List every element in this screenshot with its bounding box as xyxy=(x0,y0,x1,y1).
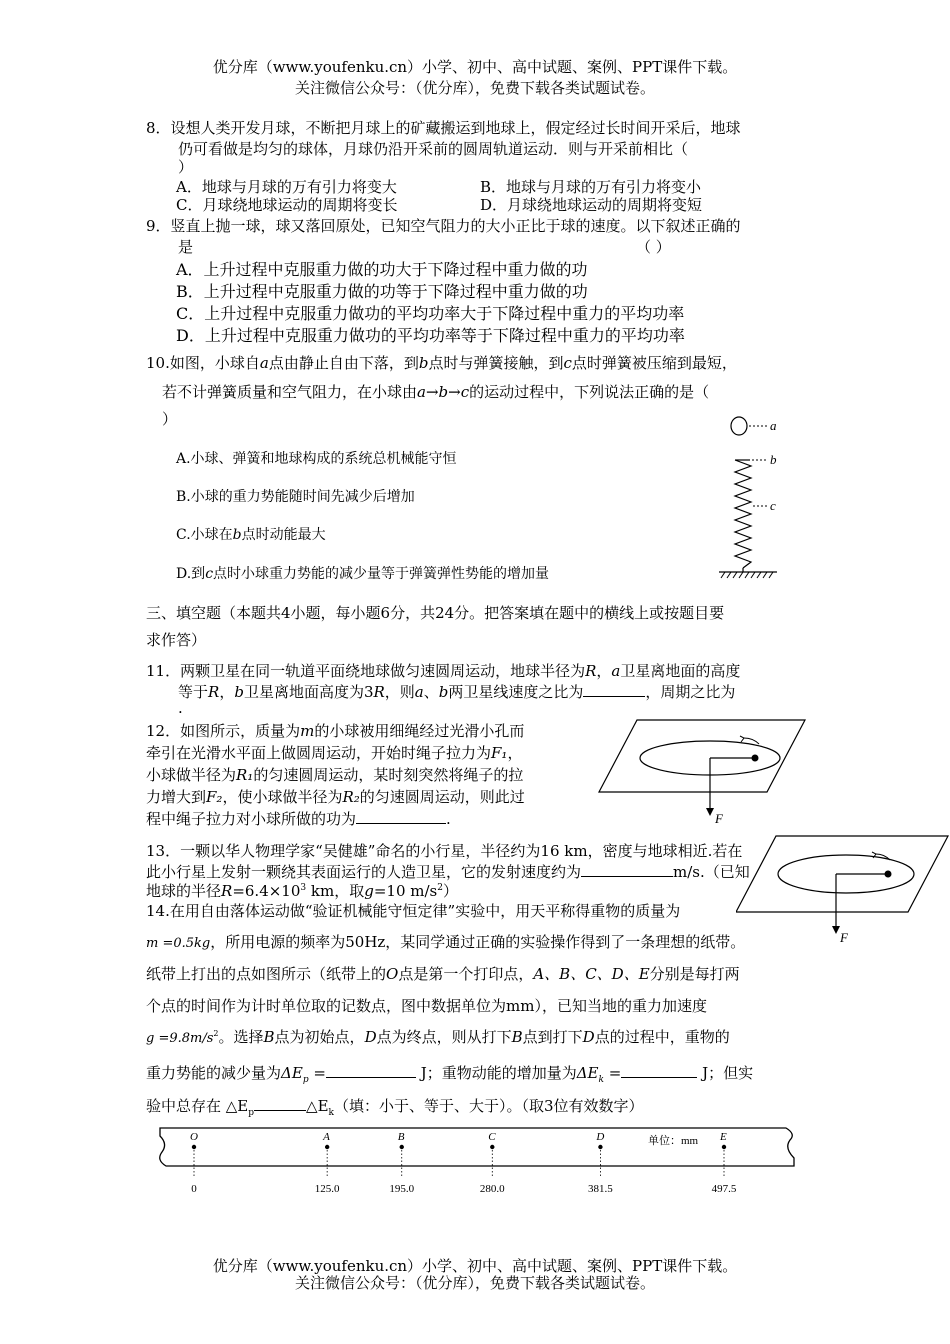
text: ，所用电源的频率为50Hz，某同学通过正确的实验操作得到了一条理想的纸带。 xyxy=(210,933,746,951)
label-b: b xyxy=(770,452,777,467)
label-c: c xyxy=(770,498,776,513)
q9-option-c: C．上升过程中克服重力做功的平均功率大于下降过程中重力的平均功率 xyxy=(176,304,685,323)
header-line-2: 关注微信公众号：（优分库），免费下载各类试题试卷。 xyxy=(294,79,655,97)
text: 纸带上打出的点如图所示（纸带上的 xyxy=(146,965,387,983)
tape-point-dot xyxy=(325,1145,329,1149)
delta-Ep: ΔE xyxy=(281,1064,303,1082)
unit-label: 单位：mm xyxy=(648,1135,699,1147)
text: 力增大到 xyxy=(146,788,207,806)
q11-line-1 xyxy=(146,660,740,681)
text: ， xyxy=(596,662,612,680)
orbit-figure-1 xyxy=(597,716,807,826)
subscript: k xyxy=(598,1075,604,1085)
text: 地球的半径 xyxy=(146,882,222,900)
q10-option-a: A.小球、弹簧和地球构成的系统总机械能守恒 xyxy=(176,451,457,467)
var-R1: R₁ xyxy=(236,766,254,784)
text: 点时弹簧被压缩到最短， xyxy=(571,354,737,372)
var-B: B xyxy=(511,1028,523,1046)
text: km，取 xyxy=(306,882,365,900)
q8-option-b: B．地球与月球的万有引力将变小 xyxy=(480,178,702,196)
mass-expression: m =0.5kg xyxy=(146,936,211,951)
spring-coil xyxy=(735,460,751,568)
text: 牵引在光滑水平面上做圆周运动，开始时绳子拉力为 xyxy=(146,744,492,762)
var-R: R xyxy=(208,683,220,701)
text: 卫星离地面的高度 xyxy=(620,662,741,680)
q12-line-5 xyxy=(146,808,451,829)
var-R: R xyxy=(373,683,385,701)
text: . xyxy=(446,810,451,828)
tape-point-dot xyxy=(192,1145,196,1149)
q8-option-a: A．地球与月球的万有引力将变大 xyxy=(176,178,397,196)
q14-line-4: 个点的时间作为计时单位取的记数点，图中数据单位为mm），已知当地的重力加速度 xyxy=(146,997,707,1015)
q12-line-1 xyxy=(146,720,524,741)
var-b: b xyxy=(234,683,244,701)
section3-line-2: 求作答） xyxy=(146,631,207,649)
text: 。选择 xyxy=(218,1028,264,1046)
q9-option-b: B．上升过程中克服重力做的功等于下降过程中重力做的功 xyxy=(176,282,588,301)
text: m/s.（已知 xyxy=(673,863,750,881)
var-D: D xyxy=(364,1028,377,1046)
text: ，使小球做半径为 xyxy=(222,788,343,806)
q14-line-6 xyxy=(146,1062,753,1085)
q8-line-1: 8．设想人类开发月球，不断把月球上的矿藏搬运到地球上，假定经过长时间开采后，地球 xyxy=(146,119,741,137)
var-c: c xyxy=(205,566,214,582)
q14-line-2 xyxy=(146,931,745,952)
var-O: O xyxy=(386,965,399,983)
force-arrow-head xyxy=(706,808,714,816)
delta-Ek: ΔE xyxy=(576,1064,599,1082)
q8-option-c: C．月球绕地球运动的周期将变长 xyxy=(176,196,398,214)
tape-point-label: B xyxy=(397,1131,405,1143)
q11-line-3: . xyxy=(178,699,183,717)
var-b: b xyxy=(232,527,242,543)
q13-line-3 xyxy=(146,880,458,901)
text: 点时与弹簧接触，到 xyxy=(428,354,564,372)
text: 11．两颗卫星在同一轨道平面绕地球做匀速圆周运动，地球半径为 xyxy=(146,662,586,680)
tape-point-dot xyxy=(598,1145,602,1149)
text: =6.4×10 xyxy=(232,882,301,900)
rotation-arrow-head xyxy=(740,736,744,742)
var-F2: F₂ xyxy=(206,788,223,806)
text: 小球做半径为 xyxy=(146,766,237,784)
text: ， xyxy=(507,744,523,762)
text: 此小行星上发射一颗绕其表面运行的人造卫星，它的发射速度约为 xyxy=(146,863,582,881)
text: 卫星离地面高度为3 xyxy=(243,683,374,701)
tape-outline xyxy=(160,1128,794,1166)
text: 两卫星线速度之比为 xyxy=(448,683,584,701)
q9-answer-paren: （ ） xyxy=(636,238,671,256)
footer-line-1: 优分库（www.youfenku.cn）小学、初中、高中试题、案例、PPT课件下载。 xyxy=(212,1257,738,1275)
tape-point-value: 497.5 xyxy=(711,1183,737,1195)
tape-point-label: C xyxy=(488,1131,496,1143)
ground-hatch xyxy=(721,572,773,578)
q11-velocity-ratio-blank[interactable] xyxy=(583,696,645,697)
text: 若不计弹簧质量和空气阻力，在小球由 xyxy=(162,383,418,401)
q8-line-3: ） xyxy=(178,158,194,176)
text: = xyxy=(603,1064,622,1082)
text: 点是第一个打印点， xyxy=(398,965,534,983)
q10-option-b: B.小球的重力势能随时间先减少后增加 xyxy=(176,489,415,505)
tape-point-label: D xyxy=(596,1131,605,1143)
text: 点时动能最大 xyxy=(241,527,326,543)
q12-line-4 xyxy=(146,786,525,807)
var-a: a xyxy=(611,662,621,680)
q13-velocity-blank[interactable] xyxy=(581,876,673,877)
q14-line-3 xyxy=(146,963,740,984)
text: 点到打下 xyxy=(522,1028,583,1046)
text: 分别是每打两 xyxy=(649,965,740,983)
tape-point-value: 280.0 xyxy=(479,1183,505,1195)
var-b: b xyxy=(418,354,429,372)
text: = xyxy=(308,1064,326,1082)
exponent: 2 xyxy=(213,1029,219,1038)
var-points: A、B、C、D、E xyxy=(533,965,650,983)
var-b: b xyxy=(438,683,449,701)
tape-point-dot xyxy=(490,1145,494,1149)
text: 、 xyxy=(423,683,439,701)
text: 的匀速圆周运动，某时刻突然将绳子的拉 xyxy=(253,766,524,784)
ball xyxy=(752,755,759,762)
tape-point-dot xyxy=(722,1145,726,1149)
label-a: a xyxy=(770,418,777,433)
text: J；但实 xyxy=(697,1064,754,1082)
text: 点为终点，则从打下 xyxy=(376,1028,512,1046)
var-D: D xyxy=(582,1028,595,1046)
section3-line-1: 三、填空题（本题共4小题，每小题6分，共24分。把答案填在题中的横线上或按题目要 xyxy=(146,604,725,622)
exponent: 3 xyxy=(300,883,307,893)
text: 点为初始点， xyxy=(274,1028,365,1046)
tape-point-value: 125.0 xyxy=(314,1183,340,1195)
q9-option-d: D．上升过程中克服重力做功的平均功率等于下降过程中重力的平均功率 xyxy=(176,326,685,345)
subscript: p xyxy=(248,1108,255,1118)
text: 等于 xyxy=(178,683,209,701)
text: ， xyxy=(219,683,235,701)
q11-line-2 xyxy=(178,681,735,702)
var-m: m xyxy=(300,722,315,740)
text: （填：小于、等于、大于）。（取3位有效数字） xyxy=(334,1097,644,1115)
tape-point-label: E xyxy=(720,1131,727,1143)
subscript: p xyxy=(302,1075,309,1085)
var-R: R xyxy=(221,882,233,900)
q8-line-2: 仍可看做是均匀的球体，月球仍沿开采前的圆周轨道运动．则与开采前相比（ xyxy=(178,140,689,158)
tape-point-dot xyxy=(400,1145,404,1149)
q13-line-1: 13．一颗以华人物理学家“吴健雄”命名的小行星，半径约为16 km，密度与地球相近.若在 xyxy=(146,842,743,860)
q14-compare-blank[interactable] xyxy=(254,1110,306,1111)
q14-delta-ep-blank[interactable] xyxy=(326,1077,416,1078)
q14-line-5 xyxy=(146,1026,730,1047)
tape-point-label: O xyxy=(190,1131,198,1143)
var-R2: R₂ xyxy=(342,788,360,806)
ball xyxy=(885,871,892,878)
var-B: B xyxy=(263,1028,275,1046)
var-F1: F₁ xyxy=(491,744,508,762)
var-c: c xyxy=(563,354,572,372)
text: 的匀速圆周运动，则此过 xyxy=(359,788,525,806)
q14-line-1: 14.在用自由落体运动做“验证机械能守恒定律”实验中，用天平称得重物的质量为 xyxy=(146,902,681,920)
text: 重力势能的减少量为 xyxy=(146,1064,282,1082)
text: 点时小球重力势能的减少量等于弹簧弹性势能的增加量 xyxy=(213,566,550,582)
q10-line-2 xyxy=(162,381,709,402)
footer-line-2: 关注微信公众号：（优分库），免费下载各类试题试卷。 xyxy=(294,1274,655,1292)
tape-point-label: A xyxy=(323,1131,330,1143)
text: △E xyxy=(306,1097,329,1115)
ball xyxy=(731,417,747,435)
text: 的运动过程中，下列说法正确的是（ xyxy=(469,383,710,401)
var-R: R xyxy=(585,662,597,680)
header-line-1: 优分库（www.youfenku.cn）小学、初中、高中试题、案例、PPT课件下载。 xyxy=(212,58,738,76)
q13-line-2 xyxy=(146,861,750,882)
label-F: F xyxy=(715,811,723,826)
force-arrow-head xyxy=(832,926,840,934)
text: 验中总存在 △E xyxy=(146,1097,249,1115)
exponent: 2 xyxy=(437,883,443,893)
text: D.到 xyxy=(176,566,206,582)
text: C.小球在 xyxy=(176,527,233,543)
text: =10 m/s xyxy=(373,882,438,900)
label-F: F xyxy=(840,930,848,944)
var-a: a xyxy=(414,683,424,701)
spring-figure xyxy=(715,410,785,585)
text: J；重物动能的增加量为 xyxy=(415,1064,577,1082)
tape-point-value: 381.5 xyxy=(588,1183,613,1195)
q14-line-7 xyxy=(146,1095,644,1118)
plane xyxy=(599,720,805,792)
q10-line-3: ） xyxy=(162,410,178,428)
tape-point-value: 195.0 xyxy=(389,1183,415,1195)
q9-option-a: A．上升过程中克服重力做的功大于下降过程中重力做的功 xyxy=(176,260,588,279)
text: 10.如图，小球自 xyxy=(146,354,260,372)
q10-option-d xyxy=(176,563,549,583)
q12-line-2 xyxy=(146,742,522,763)
subscript: k xyxy=(328,1108,334,1118)
q9-line-1: 9．竖直上抛一球，球又落回原处，已知空气阻力的大小正比于球的速度。以下叙述正确的 xyxy=(146,217,741,235)
q10-option-c xyxy=(176,524,326,544)
text: 点由静止自由下落，到 xyxy=(268,354,419,372)
q12-line-3 xyxy=(146,764,523,785)
text: 程中绳子拉力对小球所做的功为 xyxy=(146,810,357,828)
q9-line-2: 是 xyxy=(178,238,194,256)
tape-point-value: 0 xyxy=(191,1183,197,1195)
gravity-expression: g =9.8m/s xyxy=(146,1031,214,1046)
q10-line-1 xyxy=(146,352,737,373)
text: ，周期之比为 xyxy=(645,683,736,701)
q12-work-blank[interactable] xyxy=(356,823,446,824)
orbit-figure-2 xyxy=(736,832,950,944)
text: 的小球被用细绳经过光滑小孔而 xyxy=(314,722,525,740)
text: ） xyxy=(442,882,458,900)
text: ，则 xyxy=(384,683,415,701)
paper-tape xyxy=(150,1124,800,1199)
q8-option-d: D．月球绕地球运动的周期将变短 xyxy=(480,196,703,214)
q14-delta-ek-blank[interactable] xyxy=(621,1077,697,1078)
var-a: a xyxy=(259,354,269,372)
text: 点的过程中，重物的 xyxy=(594,1028,730,1046)
motion-path: a→b→c xyxy=(417,383,470,401)
text: 12．如图所示，质量为 xyxy=(146,722,301,740)
var-g: g xyxy=(364,882,374,900)
